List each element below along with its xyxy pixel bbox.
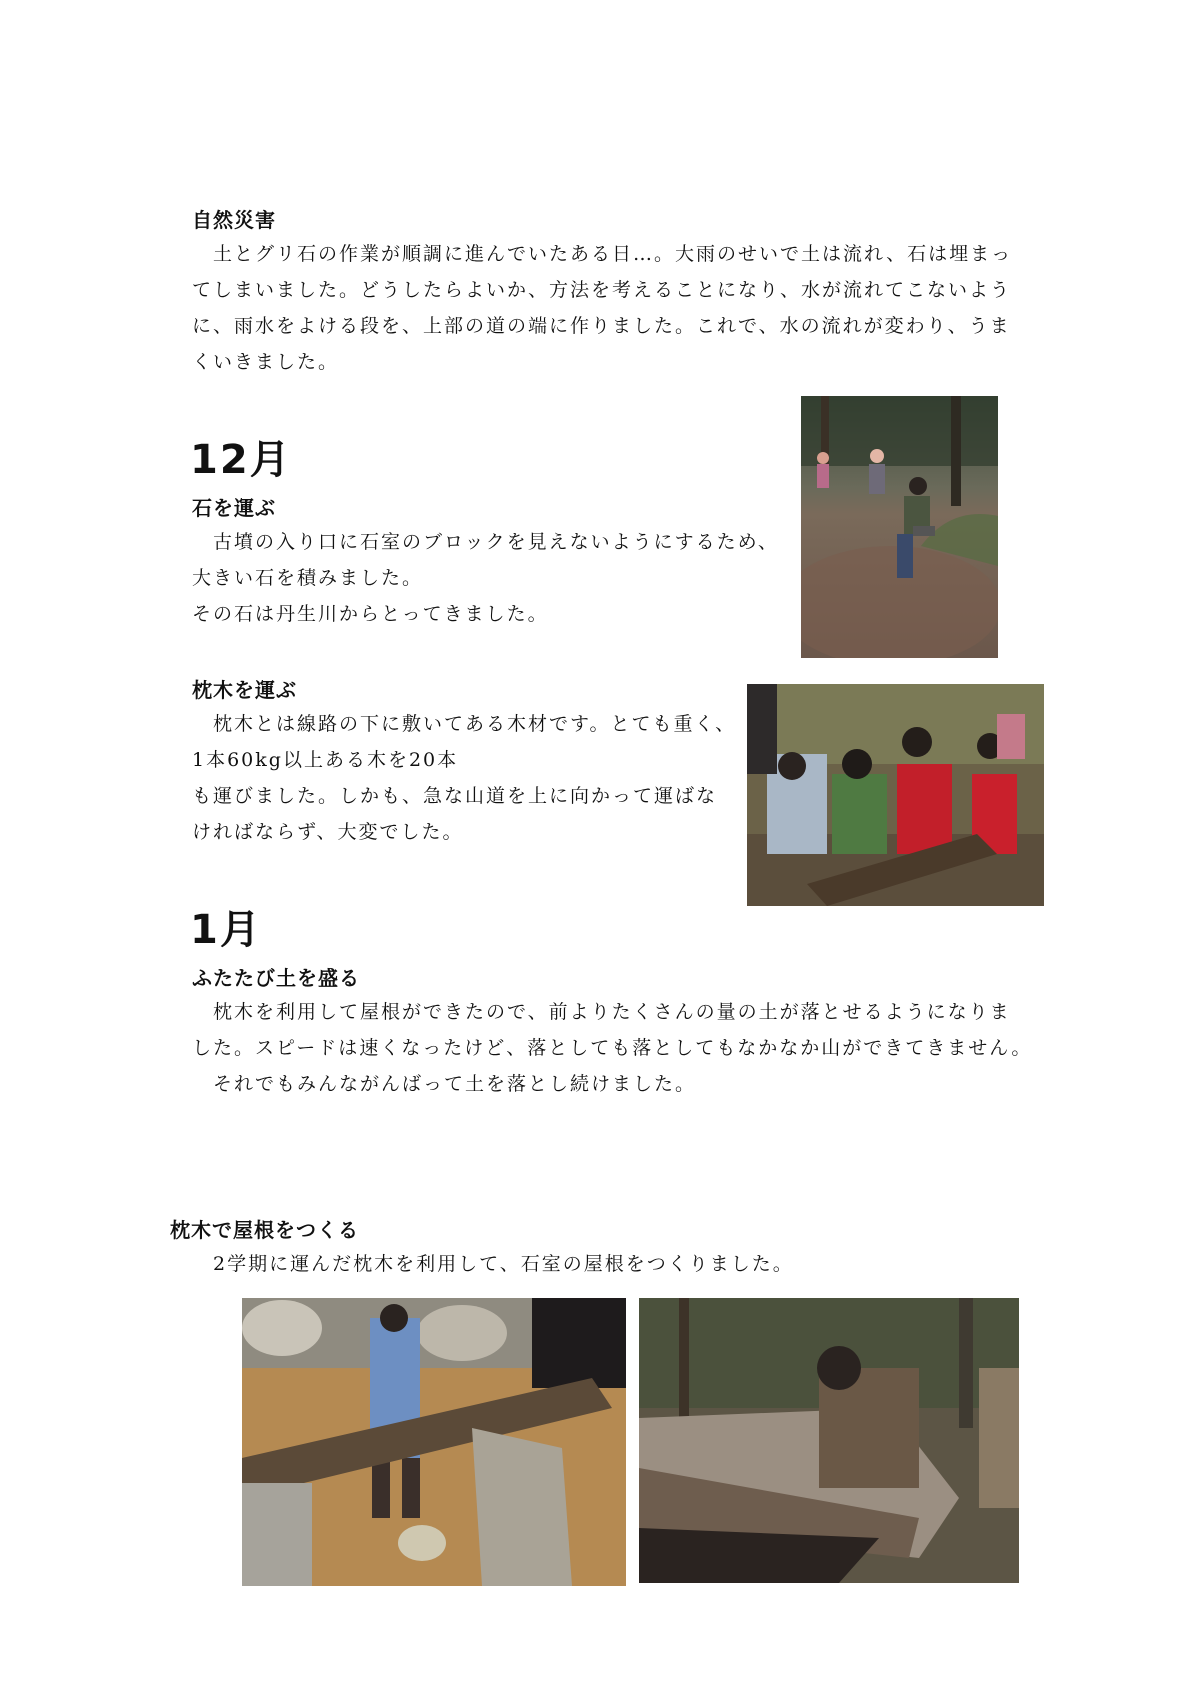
sleepers-paragraph (192, 706, 736, 850)
roof-heading: 枕木で屋根をつくる (170, 1218, 359, 1242)
disaster-heading: 自然災害 (192, 208, 276, 232)
sleepers-line: ければならず、大変でした。 (192, 821, 464, 843)
soil-heading: ふたたび土を盛る (192, 966, 360, 990)
stones-line: 大きい石を積みました。 (192, 567, 424, 589)
roof-paragraph (192, 1246, 794, 1282)
sleepers-heading: 枕木を運ぶ (192, 678, 297, 702)
sleepers-line: 1本60kg以上ある木を20本 (192, 749, 459, 771)
disaster-line: くいきました。 (192, 351, 340, 373)
photo-carrying-stones (801, 396, 998, 658)
sleepers-line: 枕木とは線路の下に敷いてある木材です。とても重く、 (192, 713, 737, 735)
stones-line: 古墳の入り口に石室のブロックを見えないようにするため、 (192, 531, 779, 553)
soil-line: した。スピードは速くなったけど、落としても落としてもなかなか山ができてきません。 (192, 1037, 1033, 1059)
month-heading-december: 12月 (190, 437, 292, 483)
photo-carrying-sleeper (747, 684, 1044, 906)
disaster-line: に、雨水をよける段を、上部の道の端に作りました。これで、水の流れが変わり、うま (192, 315, 1011, 337)
stones-paragraph (192, 524, 779, 632)
stones-heading: 石を運ぶ (192, 496, 276, 520)
disaster-line: 土とグリ石の作業が順調に進んでいたある日…。大雨のせいで土は流れ、石は埋まっ (192, 243, 1013, 265)
month-heading-january: 1月 (190, 907, 262, 953)
photo-building-roof (639, 1298, 1019, 1583)
roof-line: 2学期に運んだ枕木を利用して、石室の屋根をつくりました。 (192, 1253, 794, 1275)
photo-placing-sleeper (242, 1298, 626, 1586)
disaster-paragraph (192, 236, 1012, 380)
soil-line: それでもみんながんばって土を落とし続けました。 (192, 1073, 697, 1095)
stones-line: その石は丹生川からとってきました。 (192, 603, 549, 625)
disaster-line: てしまいました。どうしたらよいか、方法を考えることになり、水が流れてこないよう (192, 279, 1012, 301)
sleepers-line: も運びました。しかも、急な山道を上に向かって運ばな (192, 785, 718, 807)
soil-paragraph (192, 994, 1032, 1102)
soil-line: 枕木を利用して屋根ができたので、前よりたくさんの量の土が落とせるようになりま (192, 1001, 1011, 1023)
